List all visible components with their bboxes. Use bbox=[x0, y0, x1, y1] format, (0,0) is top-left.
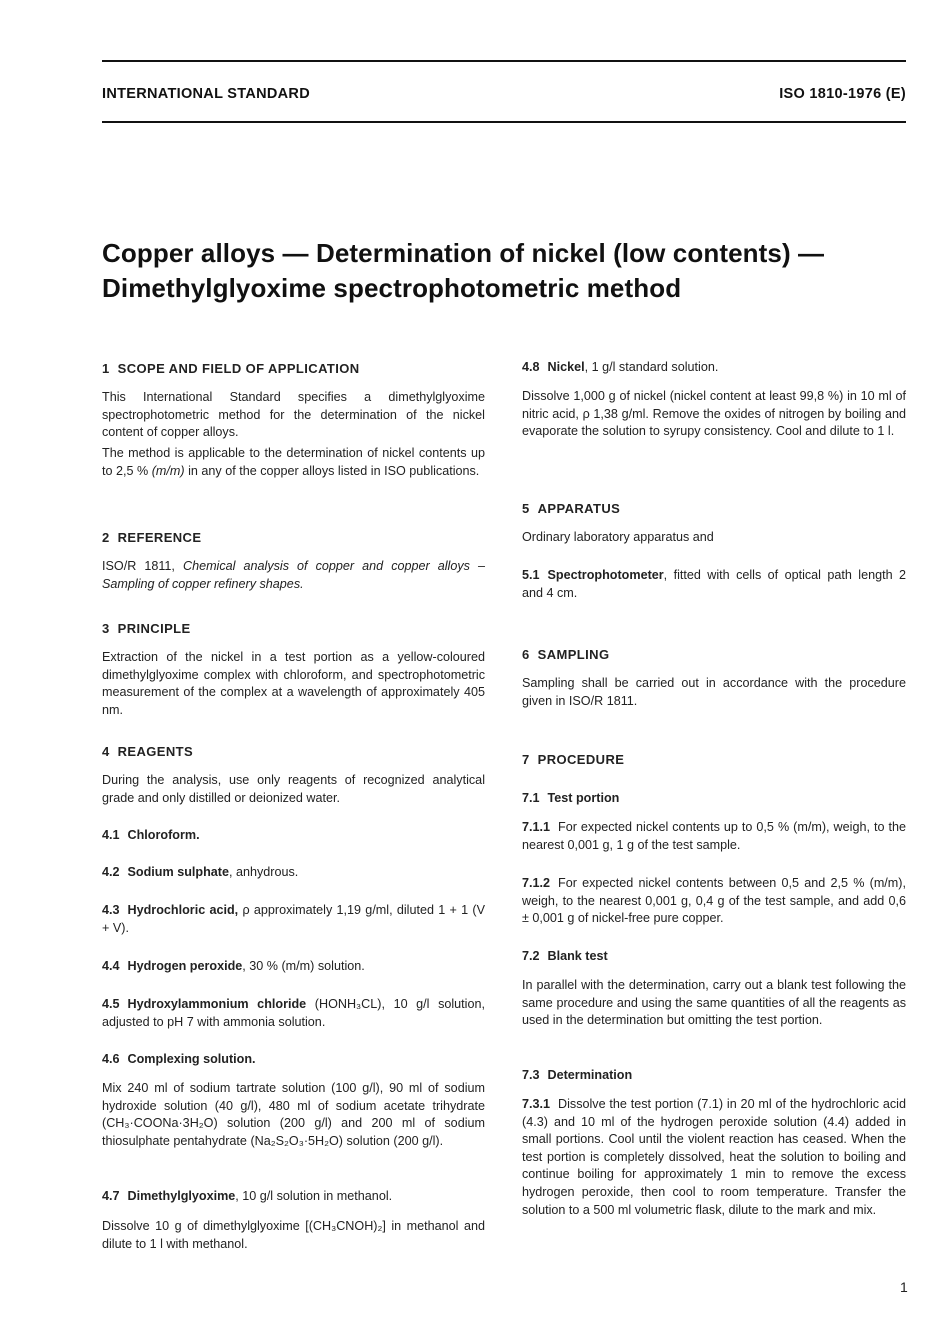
reagent-4-1: 4.1 Chloroform. bbox=[102, 828, 200, 842]
section-1-para-2: The method is applicable to the determination of nickel contents up to 2,5 % (m/m) in any of the copper alloys listed in ISO publications. bbox=[102, 446, 485, 478]
subsection-7-2: 7.2 Blank test bbox=[522, 949, 608, 963]
reagent-4-8: 4.8 Nickel, 1 g/l standard solution. bbox=[522, 360, 719, 374]
reagent-4-7: 4.7 Dimethylglyoxime, 10 g/l solution in methanol. bbox=[102, 1189, 393, 1203]
page-title bbox=[102, 236, 824, 306]
reagent-4-4: 4.4 Hydrogen peroxide, 30 % (m/m) solution. bbox=[102, 959, 365, 973]
reagent-4-2: 4.2 Sodium sulphate, anhydrous. bbox=[102, 865, 299, 879]
clause-7-3-1: 7.3.1 Dissolve the test portion (7.1) in 20 ml of the hydrochloric acid (4.3) and 10 ml of the hydrogen peroxide solution (4.4) added in small portions. Cool until the violent reaction has ceased. When the test portion is completely dissolved, heat the solution to boiling and continue boiling for approximately 1 min to remove the excess hydrogen peroxide, then cool to room temperature. Transfer the solution to a 500 ml volumetric flask, dilute to the mark and mix. bbox=[522, 1097, 906, 1217]
section-2-para: ISO/R 1811, Chemical analysis of copper and copper alloys – Sampling of copper refinery shapes. bbox=[102, 559, 485, 591]
title-line-2: Dimethylglyoxime spectrophotometric method bbox=[102, 273, 682, 303]
section-4-heading: 4 REAGENTS bbox=[102, 744, 194, 759]
section-3-heading: 3 PRINCIPLE bbox=[102, 621, 191, 636]
section-5-heading: 5 APPARATUS bbox=[522, 501, 621, 516]
section-1-para-1: This International Standard specifies a dimethylglyoxime spectrophotometric method for the determination of the nickel content of copper alloys. bbox=[102, 390, 485, 440]
clause-7-1-2: 7.1.2 For expected nickel contents between 0,5 and 2,5 % (m/m), weigh, to the nearest 0,001 g, 0,4 g of the test sample, and add 0,6 ± 0,001 g of nickel-free pure copper. bbox=[522, 876, 906, 926]
section-4-para: During the analysis, use only reagents of recognized analytical grade and only distilled or deionized water. bbox=[102, 773, 485, 805]
reagent-4-6: 4.6 Complexing solution. bbox=[102, 1052, 256, 1066]
reagent-4-8-para: Dissolve 1,000 g of nickel (nickel content at least 99,8 %) in 10 ml of nitric acid, ρ 1,38 g/ml. Remove the oxides of nitrogen by boiling and evaporate the solution to syrupy consistency. Cool and dilute to 1 l. bbox=[522, 389, 906, 439]
reagent-4-6-para: Mix 240 ml of sodium tartrate solution (100 g/l), 90 ml of sodium hydroxide solution (40 g/l), 480 ml of sodium acetate trihydrate (CH₃·COONa·3H₂O) solution (200 g/l) and 200 ml of sodium thiosulphate pentahydrate (Na₂S₂O₃·5H₂O) solution (200 g/l). bbox=[102, 1081, 485, 1148]
section-6-para: Sampling shall be carried out in accordance with the procedure given in ISO/R 1811. bbox=[522, 676, 906, 708]
reagent-4-7-para: Dissolve 10 g of dimethylglyoxime [(CH₃CNOH)₂] in methanol and dilute to 1 l with methanol. bbox=[102, 1219, 485, 1251]
reagent-4-3: 4.3 Hydrochloric acid, ρ approximately 1,19 g/ml, diluted 1 + 1 (V + V). bbox=[102, 903, 485, 935]
section-2-heading: 2 REFERENCE bbox=[102, 530, 202, 545]
apparatus-5-1: 5.1 Spectrophotometer, fitted with cells of optical path length 2 and 4 cm. bbox=[522, 568, 906, 600]
title-line-1: Copper alloys — Determination of nickel (low contents) — bbox=[102, 238, 825, 268]
header-rule bbox=[102, 121, 906, 123]
top-rule bbox=[102, 60, 906, 62]
header-left: INTERNATIONAL STANDARD bbox=[102, 86, 310, 102]
subsection-7-2-para: In parallel with the determination, carry out a blank test following the same procedure and using the same quantities of all the reagents as used in the determination but omitting the test portion. bbox=[522, 978, 906, 1028]
subsection-7-3: 7.3 Determination bbox=[522, 1068, 633, 1082]
clause-7-1-1: 7.1.1 For expected nickel contents up to 0,5 % (m/m), weigh, to the nearest 0,001 g, 1 g of the test sample. bbox=[522, 820, 906, 852]
section-5-para: Ordinary laboratory apparatus and bbox=[522, 530, 714, 544]
page-number: 1 bbox=[900, 1279, 908, 1295]
header-right: ISO 1810-1976 (E) bbox=[779, 86, 906, 102]
section-3-para: Extraction of the nickel in a test portion as a yellow-coloured dimethylglyoxime complex with chloroform, and spectrophotometric measurement of the complex at a wavelength of approximately 405 nm. bbox=[102, 650, 485, 717]
section-1-heading: 1 SCOPE AND FIELD OF APPLICATION bbox=[102, 361, 360, 376]
section-7-heading: 7 PROCEDURE bbox=[522, 752, 625, 767]
reagent-4-5: 4.5 Hydroxylammonium chloride (HONH₃CL), 10 g/l solution, adjusted to pH 7 with ammonia solution. bbox=[102, 997, 485, 1029]
subsection-7-1: 7.1 Test portion bbox=[522, 791, 620, 805]
section-6-heading: 6 SAMPLING bbox=[522, 647, 610, 662]
